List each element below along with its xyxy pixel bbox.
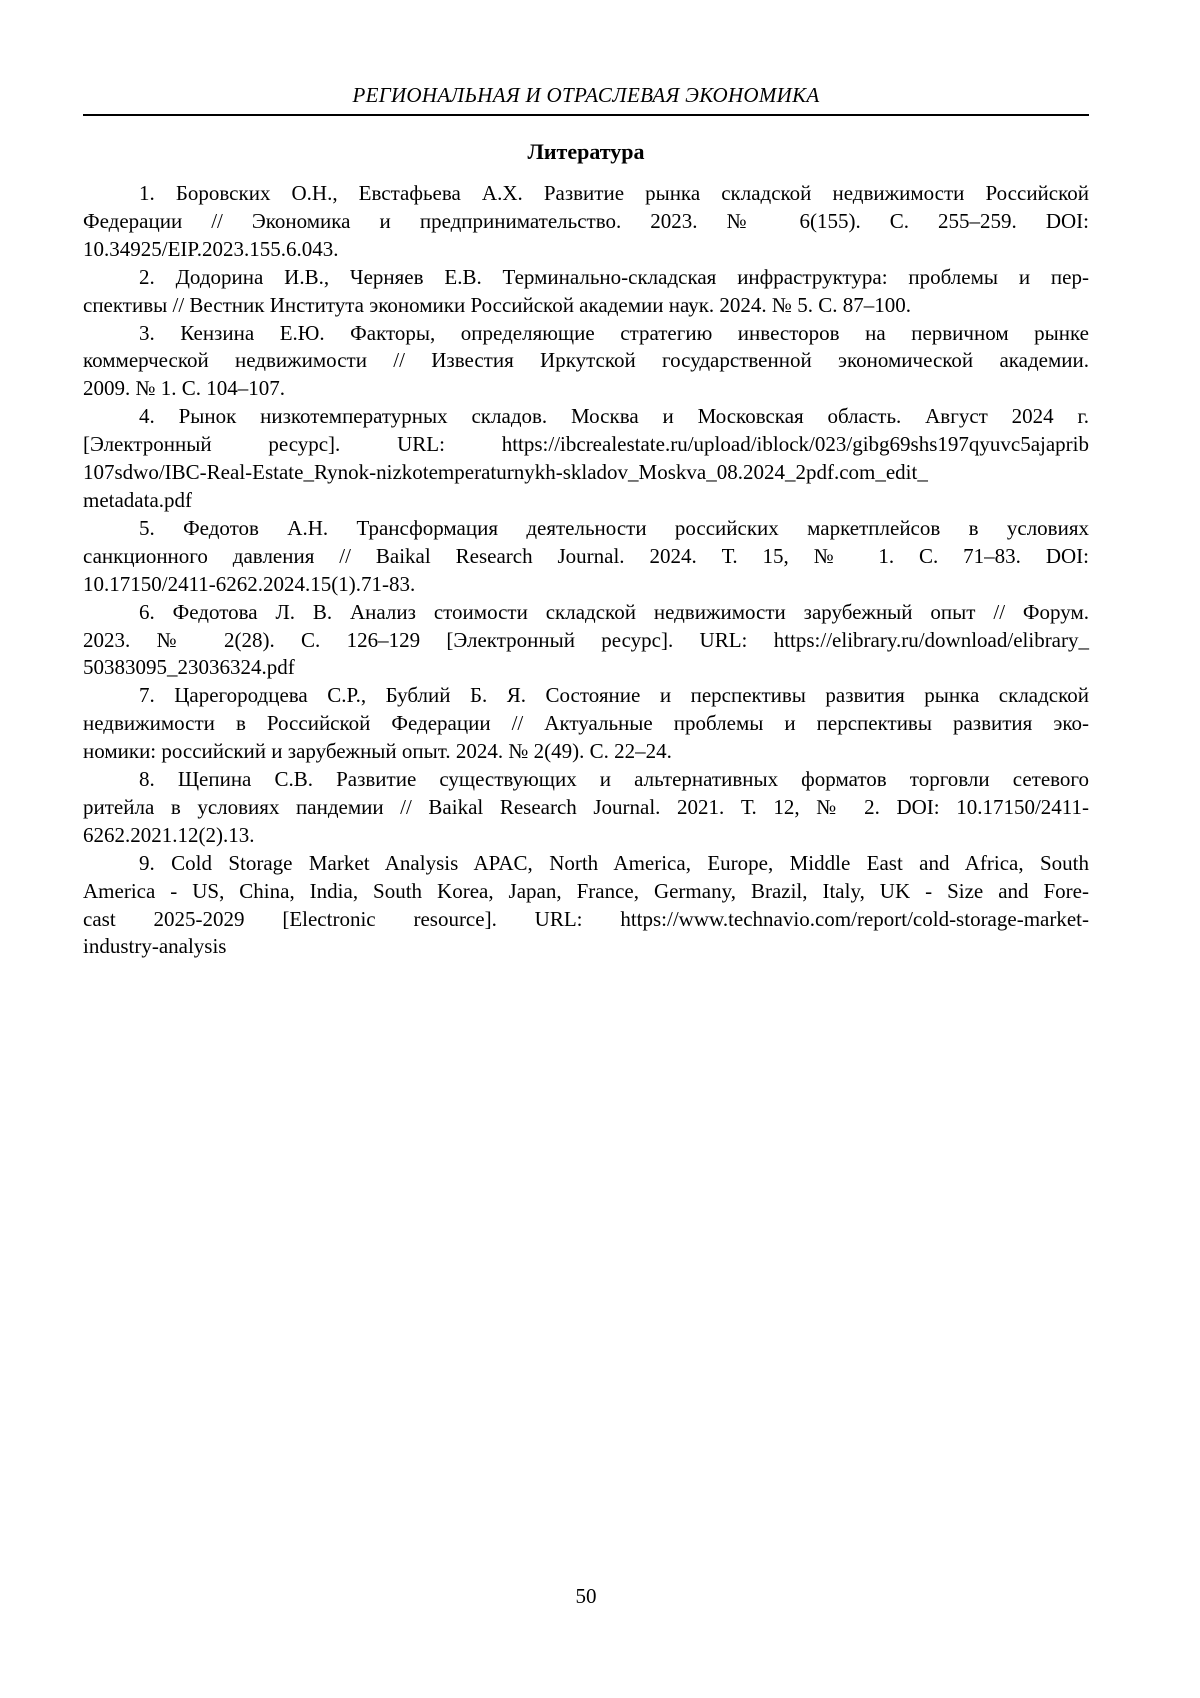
- reference-item: [83, 403, 1089, 515]
- header-rule: [83, 114, 1089, 116]
- reference-line: 2023. № 2(28). С. 126–129 [Электронный ресурс]. URL: https://elibrary.ru/download/elibrary_: [83, 627, 1089, 652]
- reference-line: номики: российский и зарубежный опыт. 2024. № 2(49). С. 22–24.: [83, 739, 672, 764]
- reference-line: industry-analysis: [83, 934, 227, 959]
- reference-line: [Электронный ресурс]. URL: https://ibcrealestate.ru/upload/iblock/023/gibg69shs197qyuvc5ajaprib: [83, 432, 1089, 457]
- page-number: 50: [575, 1584, 597, 1608]
- reference-line: спективы // Вестник Института экономики Российской академии наук. 2024. № 5. С. 87–100.: [83, 292, 911, 317]
- reference-item: [83, 850, 1089, 962]
- running-header-title: РЕГИОНАЛЬНАЯ И ОТРАСЛЕВАЯ ЭКОНОМИКА: [352, 83, 820, 107]
- reference-item: [83, 180, 1089, 264]
- reference-line: 10.17150/2411-6262.2024.15(1).71-83.: [83, 571, 416, 596]
- reference-line: 5. Федотов А.Н. Трансформация деятельности российских маркетплейсов в условиях: [139, 515, 1089, 540]
- reference-line: 4. Рынок низкотемпературных складов. Москва и Московская область. Август 2024 г.: [139, 404, 1089, 429]
- reference-line: коммерческой недвижимости // Известия Иркутской государственной экономической академии.: [83, 348, 1089, 373]
- reference-line: 3. Кензина Е.Ю. Факторы, определяющие стратегию инвесторов на первичном рынке: [139, 320, 1089, 345]
- reference-line: America - US, China, India, South Korea, Japan, France, Germany, Brazil, Italy, UK - Size and Fore-: [83, 878, 1089, 903]
- reference-item: [83, 320, 1089, 404]
- reference-line: 10.34925/EIP.2023.155.6.043.: [83, 236, 339, 261]
- reference-line: санкционного давления // Baikal Research Journal. 2024. Т. 15, № 1. С. 71–83. DOI:: [83, 543, 1089, 568]
- section-title: Литература: [527, 139, 645, 164]
- reference-line: 2. Додорина И.В., Черняев Е.В. Терминально-складская инфраструктура: проблемы и пер-: [139, 264, 1089, 289]
- reference-line: 6262.2021.12(2).13.: [83, 822, 255, 847]
- reference-line: 107sdwo/IBC-Real-Estate_Rynok-nizkotemperaturnykh-skladov_Moskva_08.2024_2pdf.com_edit_: [83, 460, 928, 485]
- reference-item: [83, 515, 1089, 599]
- references-list: [83, 180, 1089, 961]
- reference-line: cast 2025-2029 [Electronic resource]. URL: https://www.technavio.com/report/cold-storage-market-: [83, 906, 1089, 931]
- reference-line: 6. Федотова Л. В. Анализ стоимости складской недвижимости зарубежный опыт // Форум.: [139, 599, 1089, 624]
- reference-line: 9. Cold Storage Market Analysis APAC, North America, Europe, Middle East and Africa, South: [139, 850, 1089, 875]
- reference-line: metadata.pdf: [83, 487, 193, 512]
- reference-line: 8. Щепина С.В. Развитие существующих и альтернативных форматов торговли сетевого: [139, 767, 1089, 792]
- reference-line: 7. Царегородцева С.Р., Бублий Б. Я. Состояние и перспективы развития рынка складской: [139, 683, 1089, 708]
- reference-line: ритейла в условиях пандемии // Baikal Research Journal. 2021. Т. 12, № 2. DOI: 10.17150/2411-: [83, 794, 1089, 819]
- reference-item: [83, 766, 1089, 850]
- reference-line: 50383095_23036324.pdf: [83, 655, 295, 680]
- reference-item: [83, 682, 1089, 766]
- reference-line: Федерации // Экономика и предпринимательство. 2023. № 6(155). С. 255–259. DOI:: [83, 208, 1089, 233]
- reference-line: недвижимости в Российской Федерации // Актуальные проблемы и перспективы развития эко-: [83, 711, 1089, 736]
- reference-item: [83, 599, 1089, 683]
- reference-line: 2009. № 1. С. 104–107.: [83, 376, 286, 401]
- reference-item: [83, 264, 1089, 320]
- reference-line: 1. Боровских О.Н., Евстафьева А.Х. Развитие рынка складской недвижимости Российской: [139, 181, 1089, 205]
